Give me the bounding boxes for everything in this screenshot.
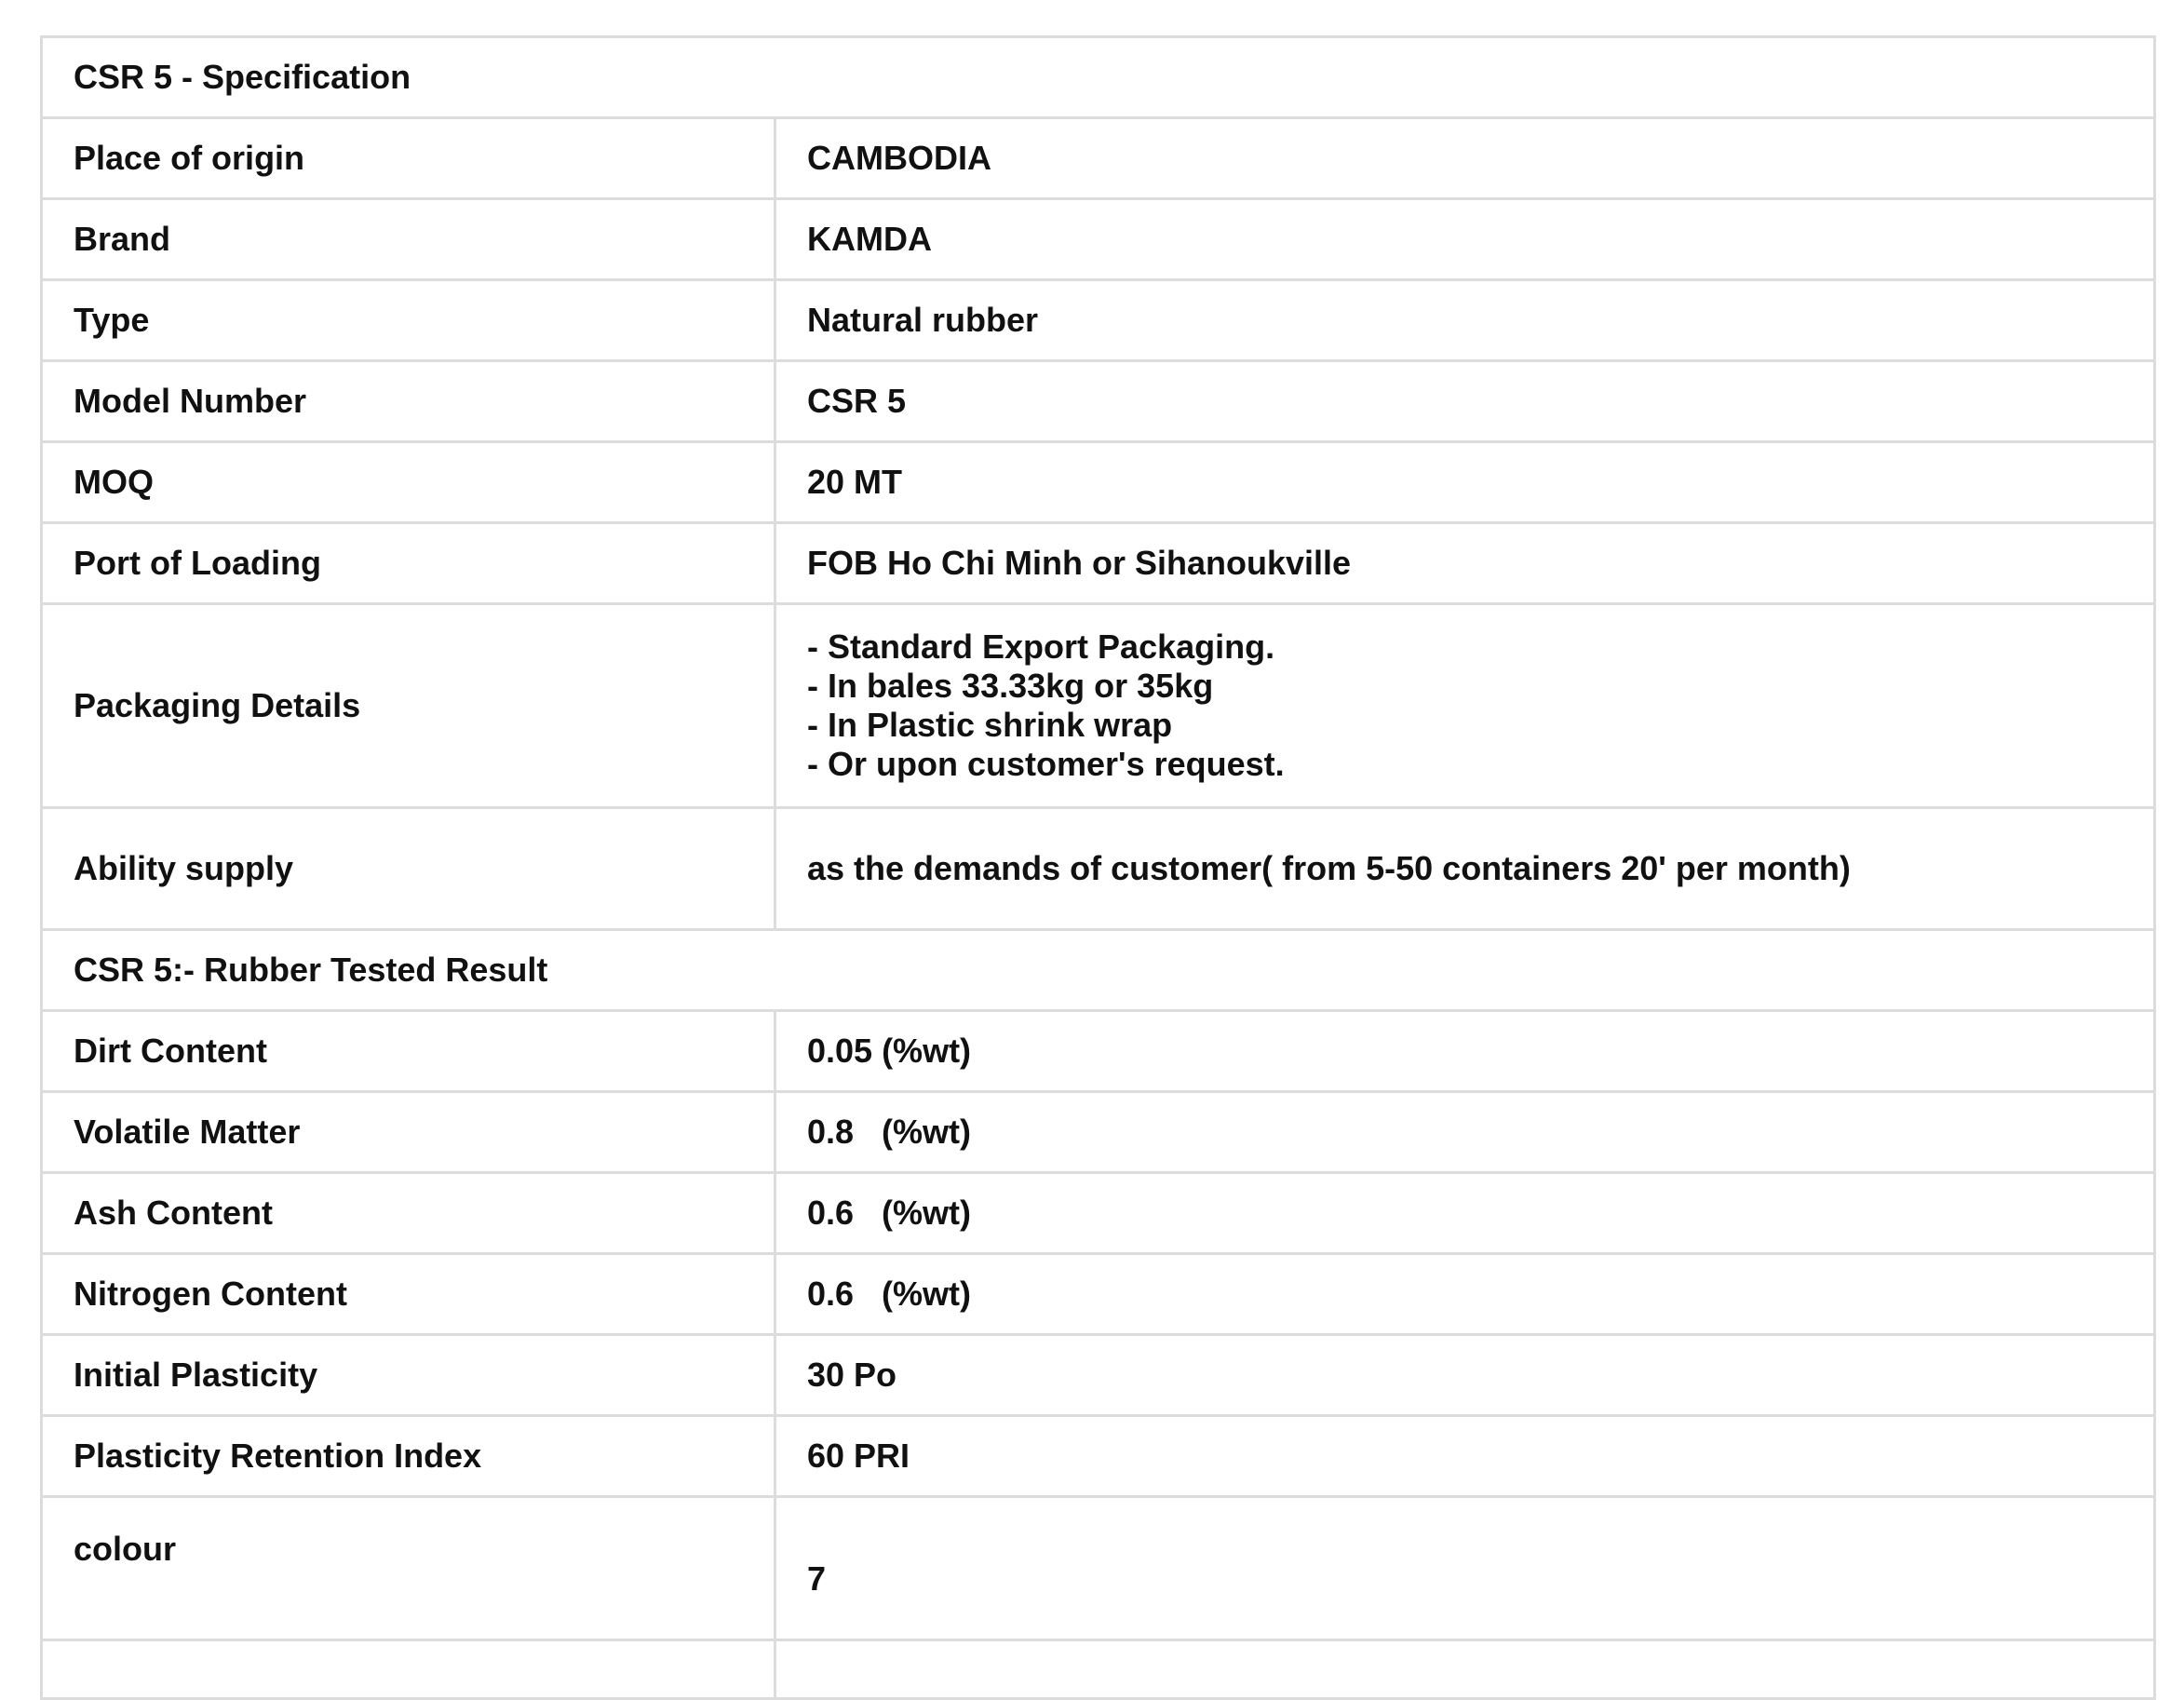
volatile-matter-label: Volatile Matter — [42, 1092, 775, 1173]
table-row — [42, 1173, 2155, 1254]
ash-content-label: Ash Content — [42, 1173, 775, 1254]
moq-label: MOQ — [42, 442, 775, 523]
type-label: Type — [42, 280, 775, 361]
dirt-content-value: 0.05 (%wt) — [775, 1011, 2155, 1092]
empty-cell — [42, 1640, 775, 1699]
model-number-label: Model Number — [42, 361, 775, 442]
brand-value: KAMDA — [775, 199, 2155, 280]
model-number-value: CSR 5 — [775, 361, 2155, 442]
initial-plasticity-label: Initial Plasticity — [42, 1335, 775, 1416]
table-row — [42, 523, 2155, 604]
port-of-loading-label: Port of Loading — [42, 523, 775, 604]
table-row — [42, 1011, 2155, 1092]
table-row — [42, 808, 2155, 930]
dirt-content-label: Dirt Content — [42, 1011, 775, 1092]
table-row — [42, 1497, 2155, 1640]
plasticity-retention-index-label: Plasticity Retention Index — [42, 1416, 775, 1497]
plasticity-retention-index-value: 60 PRI — [775, 1416, 2155, 1497]
brand-label: Brand — [42, 199, 775, 280]
table-row — [42, 1254, 2155, 1335]
initial-plasticity-value: 30 Po — [775, 1335, 2155, 1416]
colour-value: 7 — [775, 1497, 2155, 1640]
table-row — [42, 1640, 2155, 1699]
specification-table — [40, 35, 2156, 1700]
nitrogen-content-label: Nitrogen Content — [42, 1254, 775, 1335]
type-value: Natural rubber — [775, 280, 2155, 361]
table-row — [42, 604, 2155, 808]
specification-header-row — [42, 37, 2155, 118]
packaging-line: - In Plastic shrink wrap — [807, 706, 1173, 744]
moq-value: 20 MT — [775, 442, 2155, 523]
nitrogen-content-value: 0.6 (%wt) — [775, 1254, 2155, 1335]
port-of-loading-value: FOB Ho Chi Minh or Sihanoukville — [775, 523, 2155, 604]
table-row — [42, 199, 2155, 280]
specification-header: CSR 5 - Specification — [42, 37, 2155, 118]
place-of-origin-value: CAMBODIA — [775, 118, 2155, 199]
table-row — [42, 361, 2155, 442]
table-row — [42, 442, 2155, 523]
packaging-details-value — [775, 604, 2155, 808]
test-result-header: CSR 5:- Rubber Tested Result — [42, 930, 2155, 1011]
empty-cell — [775, 1640, 2155, 1699]
test-result-header-row — [42, 930, 2155, 1011]
volatile-matter-value: 0.8 (%wt) — [775, 1092, 2155, 1173]
packaging-line: - Or upon customer's request. — [807, 745, 1285, 783]
packaging-line: - In bales 33.33kg or 35kg — [807, 667, 1214, 705]
table-row — [42, 1335, 2155, 1416]
colour-label: colour — [42, 1497, 775, 1640]
ability-supply-label: Ability supply — [42, 808, 775, 930]
place-of-origin-label: Place of origin — [42, 118, 775, 199]
packaging-details-label: Packaging Details — [42, 604, 775, 808]
table-row — [42, 118, 2155, 199]
table-row — [42, 1416, 2155, 1497]
table-row — [42, 280, 2155, 361]
packaging-line: - Standard Export Packaging. — [807, 627, 1275, 666]
table-row — [42, 1092, 2155, 1173]
ash-content-value: 0.6 (%wt) — [775, 1173, 2155, 1254]
ability-supply-value: as the demands of customer( from 5-50 containers 20' per month) — [775, 808, 2155, 930]
